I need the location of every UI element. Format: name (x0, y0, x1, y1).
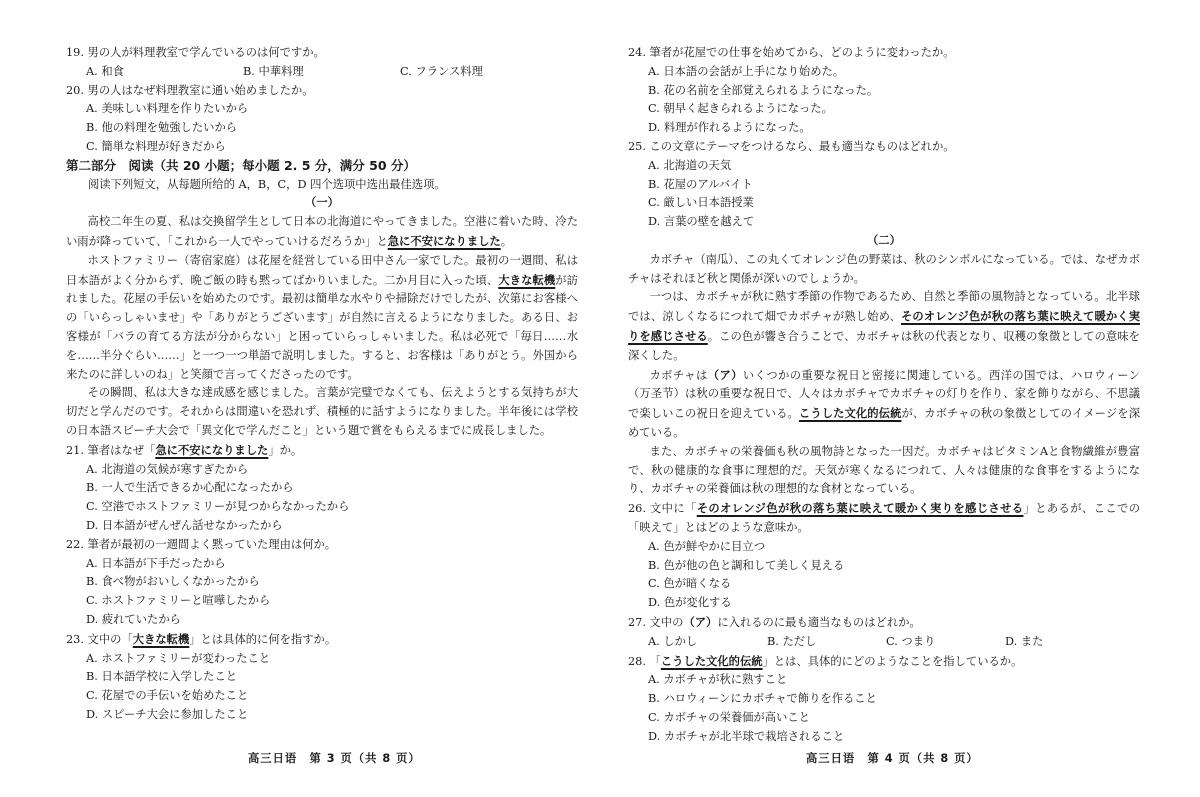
option-c: C. 厳しい日本語授業 (648, 196, 754, 210)
option-d: D. 色が変化する (648, 596, 732, 610)
option-b: B. 日本語学校に入学したこと (86, 670, 238, 684)
option-d: D. 日本語がぜんぜん話せなかったから (86, 518, 283, 532)
passage-paragraph-1: 高校二年生の夏、私は交換留学生として日本の北海道にやってきました。空港に着いた時、冷たい雨が降っていて、「これから一人でやっていけるだろうか」と急に不安になりました。 (66, 215, 578, 248)
option-c: C. 花屋での手伝いを始めたこと (86, 689, 249, 703)
option-d: D. 疲れていたから (86, 612, 181, 626)
option-c: C. 朝早く起きられるようになった。 (648, 102, 833, 116)
option-b: B. 色が他の色と調和して美しく見える (648, 558, 845, 572)
option-c: C. 空港でホストファミリーが見つからなかったから (86, 500, 350, 514)
option-a: A. カボチャが秋に熟すこと (648, 673, 788, 687)
option-c: C. 色が暗くなる (648, 577, 732, 591)
right-page-column (628, 44, 1140, 746)
question-19-options (66, 63, 578, 82)
option-a: A. 北海道の天気 (648, 158, 732, 172)
blank-marker: （ア） (707, 367, 743, 382)
option-a: A. 和食 (86, 64, 124, 78)
option-b: B. 花の名前を全部覚えられるようになった。 (648, 83, 879, 97)
passage-paragraph-3: カボチャは（ア）いくつかの重要な祝日と密接に関連している。西洋の国では、ハロウィーン（万圣节）は秋の重要な祝日で、人々はカボチャでカボチャの灯りを作り、家を飾りながら、不思議で楽しいこの祝日を迎えている。こうした文化的伝統が、カボチャの秋の象徴としてのイメージを深めている。 (628, 367, 1140, 439)
passage-paragraph-4: また、カボチャの栄養価も秋の風物詩となった一因だ。カボチャはビタミンAと食物繊維が豊富で、秋の健康的な食事に理想的だ。天気が寒くなるにつれて、人々は健康的な食事をするようになり、カボチャの栄養価は秋の理想的な食材となっている。 (628, 444, 1140, 496)
option-b: B. 一人で生活できるか心配になったから (86, 481, 294, 495)
section-instructions: 阅读下列短文，从每题所给的 A，B，C，D 四个选项中选出最佳选项。 (88, 177, 446, 191)
option-c: C. 簡単な料理が好きだから (86, 139, 226, 153)
option-a: A. 日本語が下手だったから (86, 556, 226, 570)
option-b: B. ただし (767, 634, 817, 648)
option-a: A. しかし (648, 634, 698, 648)
option-a: A. 色が鮮やかに目立つ (648, 539, 766, 553)
option-d: D. カボチャが北半球で栽培されること (648, 729, 845, 743)
underlined-phrase: そのオレンジ色が秋の落ち葉に映えて暖かく実りを感じさせる (628, 309, 1140, 343)
passage-paragraph-2: 一つは、カボチャが秋に熟す季節の作物であるため、自然と季節の風物詩となっている。北半球では、涼しくなるにつれて畑でカボチャが熟し始め、そのオレンジ色が秋の落ち葉に映えて暖かく実りを感じさせる。この色が響き合うことで、カボチャは秋の代表となり、収穫の象徴としての意味を深くした。 (628, 290, 1140, 362)
option-a: A. 北海道の気候が寒すぎたから (86, 462, 249, 476)
option-b: B. 中華料理 (243, 64, 304, 78)
option-a: A. 美味しい料理を作りたいから (86, 102, 249, 116)
option-b: B. ハロウィーンにカボチャで飾りを作ること (648, 692, 877, 706)
option-b: B. 花屋のアルバイト (648, 177, 753, 191)
option-d: D. また (1005, 634, 1044, 648)
page-footer-left: 高三日语 第 3 页（共 8 页） (248, 752, 421, 765)
question-20: 20. 男の人はなぜ料理教室に通い始めましたか。 (66, 83, 314, 97)
passage-paragraph-2: ホストファミリー（寄宿家庭）は花屋を経営している田中さん一家でした。最初の一週間、私は日本語がよく分からず、晩ご飯の時も黙ってばかりいました。二か月目に入った頃、大きな転機が訪れました。花屋の手伝いを始めたのです。最初は簡単な水やりや掃除だけでしたが、次第にお客様への「いらっしゃいませ」や「ありがとうございます」が自然に言えるようになりました。ある日、お客様が「バラの育てる方法が分からない」と困っていらっしゃいました。私は必死で「毎日……水を……半分ぐらい……」と一つ一つ単語で説明しました。すると、お客様は「ありがとう。外国から来たのに詳しいのね」と笑顔で言ってくださったのです。 (66, 253, 578, 381)
question-26: 26. 文中に「そのオレンジ色が秋の落ち葉に映えて暖かく実りを感じさせる」とあるが、ここでの「映えて」とはどのような意味か。 (628, 501, 1140, 534)
underlined-phrase: 大きな転機 (498, 272, 556, 287)
page-footer-right: 高三日语 第 4 页（共 8 页） (806, 752, 979, 765)
question-28: 28. 「こうした文化的伝統」とは、具体的にどのようなことを指しているか。 (628, 653, 1023, 668)
question-22: 22. 筆者が最初の一週間よく黙っていた理由は何か。 (66, 537, 337, 551)
question-27: 27. 文中の（ア）に入れるのに最も適当なものはどれか。 (628, 614, 921, 629)
question-19: 19. 男の人が料理教室で学んでいるのは何ですか。 (66, 46, 325, 59)
option-c: C. つまり (886, 634, 936, 648)
underlined-phrase: 急に不安になりました (387, 233, 501, 248)
passage-paragraph-3: その瞬間、私は大きな達成感を感じました。言葉が完璧でなくても、伝えようとする気持ちが大切だと学んだのです。それからは間違いを恐れず、積極的に話すようになりました。半年後には学校の日本語スピーチ大会で「異文化で学んだこと」という題で賞をもらえるまでに成長しました。 (66, 386, 578, 437)
option-c: C. ホストファミリーと喧嘩したから (86, 594, 271, 608)
underlined-phrase: こうした文化的伝統 (798, 406, 902, 421)
option-d: D. 料理が作れるようになった。 (648, 121, 811, 135)
option-d: D. 言葉の壁を越えて (648, 215, 755, 229)
option-a: A. ホストファミリーが変わったこと (86, 651, 271, 665)
option-b: B. 他の料理を勉強したいから (86, 121, 238, 135)
passage-label: （二） (867, 233, 901, 247)
question-25: 25. この文章にテーマをつけるなら、最も適当なものはどれか。 (628, 139, 955, 153)
question-21: 21. 筆者はなぜ「急に不安になりました」か。 (66, 442, 303, 457)
passage-paragraph-1: カボチャ（南瓜）、この丸くてオレンジ色の野菜は、秋のシンボルになっている。では、なぜカボチャはそれほど秋と関係が深いのでしょうか。 (628, 252, 1140, 285)
option-c: C. カボチャの栄養価が高いこと (648, 710, 810, 724)
question-24: 24. 筆者が花屋での仕事を始めてから、どのように変わったか。 (628, 46, 955, 59)
option-b: B. 食べ物がおいしくなかったから (86, 575, 260, 589)
option-c: C. フランス料理 (400, 64, 483, 78)
option-d: D. スピーチ大会に参加したこと (86, 707, 249, 721)
section-title: 第二部分 阅读（共 20 小题；每小题 2. 5 分，满分 50 分） (66, 157, 416, 173)
question-27-options (628, 633, 1140, 652)
passage-label: （一） (305, 196, 339, 210)
left-page-column (66, 44, 578, 725)
option-a: A. 日本語の会話が上手になり始めた。 (648, 64, 845, 78)
question-23: 23. 文中の「大きな転機」とは具体的に何を指すか。 (66, 631, 337, 646)
